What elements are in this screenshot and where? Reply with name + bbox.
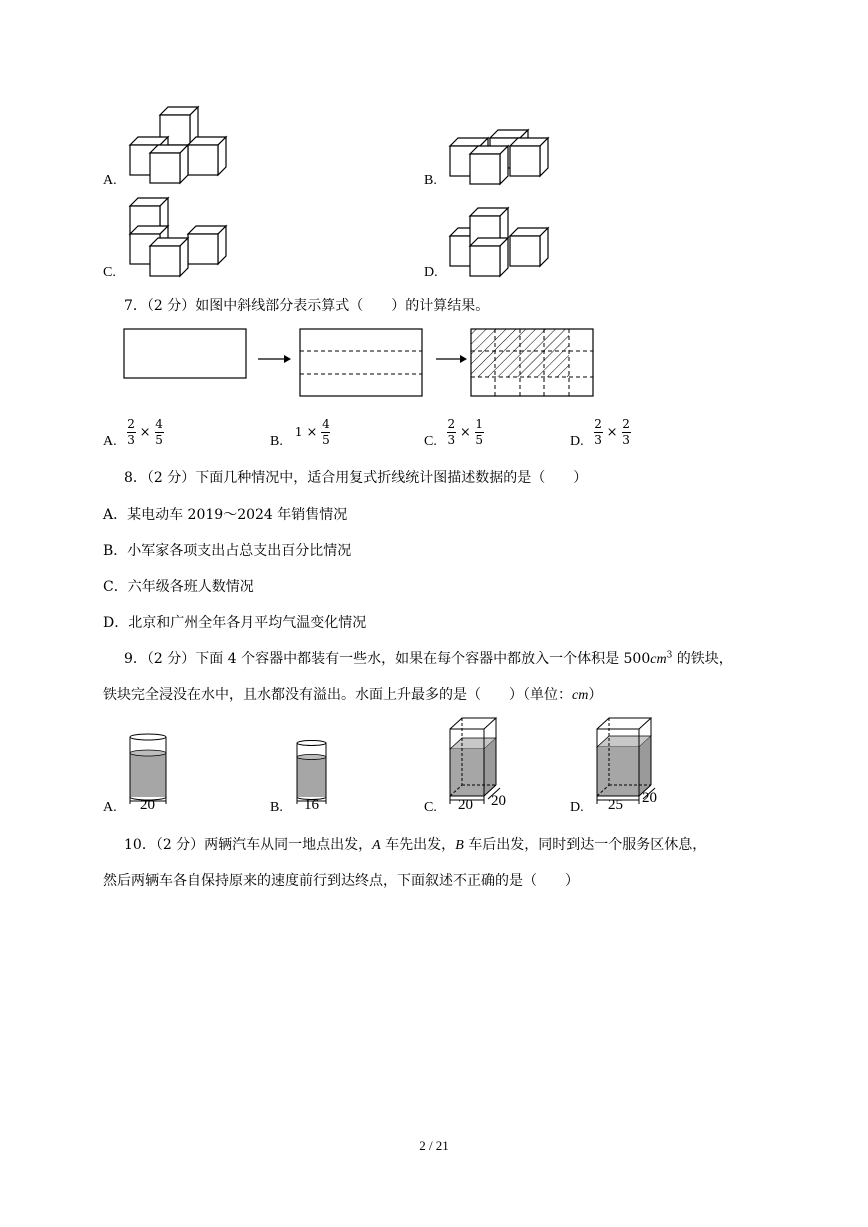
q9-c-width: 20 <box>458 797 473 813</box>
q6-figure-d <box>450 208 548 276</box>
q7-c-right-fraction: $\frac{1}{5}$ <box>475 416 484 447</box>
q7-option-d: D. $\frac{2}{3}$ × $\frac{2}{3}$ <box>570 416 630 449</box>
q8-stem: 8．（2 分）下面几种情况中，适合用复式折线统计图描述数据的是（ ） <box>124 470 588 486</box>
q9-b-diameter: 16 <box>304 797 319 813</box>
q7-option-c: C. $\frac{2}{3}$ × $\frac{1}{5}$ <box>424 416 484 449</box>
q6-option-c-label: C. <box>103 265 116 280</box>
q7-option-b: B. 1 × $\frac{4}{5}$ <box>270 416 330 449</box>
q8-option-c: C．六年级各班人数情况 <box>103 579 254 595</box>
q9-stem-line1: 9．（2 分）下面 4 个容器中都装有一些水，如果在每个容器中都放入一个体积是 $500cm^3$ 的铁块， <box>124 650 733 667</box>
q9-option-d-label: D. <box>570 800 584 815</box>
q9-container-b <box>297 741 326 805</box>
q6-option-b-label: B. <box>424 173 437 188</box>
q9-a-diameter: 20 <box>140 797 155 813</box>
q7-stem: 7．（2 分）如图中斜线部分表示算式（ ）的计算结果。 <box>124 298 490 314</box>
q7-d-right-fraction: $\frac{2}{3}$ <box>622 416 630 447</box>
q9-d-width: 25 <box>608 797 623 813</box>
q9-container-c <box>450 718 500 804</box>
q8-option-d: D．北京和广州全年各月平均气温变化情况 <box>103 615 367 631</box>
q6-figure-c <box>130 198 226 276</box>
q10-stem-line1: 10．（2 分）两辆汽车从同一地点出发，A 车先出发，B 车后出发，同时到达一个服务区休息， <box>124 837 707 853</box>
q6-figure-b <box>450 130 548 184</box>
q9-stem-line2: 铁块完全浸没在水中，且水都没有溢出。水面上升最多的是（ ）（单位：cm） <box>103 687 603 703</box>
q9-container-a <box>130 734 166 804</box>
q7-rect-2 <box>300 329 422 396</box>
q6-cube-figures <box>0 0 868 300</box>
q7-rectangle-figures <box>0 320 868 390</box>
q9-option-a-label: A. <box>103 800 117 815</box>
q7-rect-3 <box>471 329 593 396</box>
q9-option-b-label: B. <box>270 800 283 815</box>
q8-option-b: B．小军家各项支出占总支出百分比情况 <box>103 543 352 559</box>
q9-d-depth: 20 <box>642 790 657 806</box>
q7-option-a: A. $\frac{2}{3}$ × $\frac{4}{5}$ <box>103 416 163 449</box>
q9-option-c-label: C. <box>424 800 437 815</box>
q7-a-right-fraction: $\frac{4}{5}$ <box>155 416 163 447</box>
q10-stem-line2: 然后两辆车各自保持原来的速度前行到达终点，下面叙述不正确的是（ ） <box>103 873 579 889</box>
q7-b-right-fraction: $\frac{4}{5}$ <box>322 416 330 447</box>
q8-option-a: A．某电动车 2019～2024 年销售情况 <box>103 507 348 523</box>
q7-rect-1 <box>124 329 246 378</box>
q9-c-depth: 20 <box>491 793 506 809</box>
q6-option-a-label: A. <box>103 173 117 188</box>
q9-container-figures <box>0 700 868 820</box>
q6-option-d-label: D. <box>424 265 438 280</box>
q7-a-left-fraction: $\frac{2}{3}$ <box>127 416 135 447</box>
q7-c-left-fraction: $\frac{2}{3}$ <box>447 416 456 447</box>
page-number: 2 / 21 <box>419 1138 449 1153</box>
q7-d-left-fraction: $\frac{2}{3}$ <box>594 416 602 447</box>
q6-figure-a <box>130 107 226 183</box>
